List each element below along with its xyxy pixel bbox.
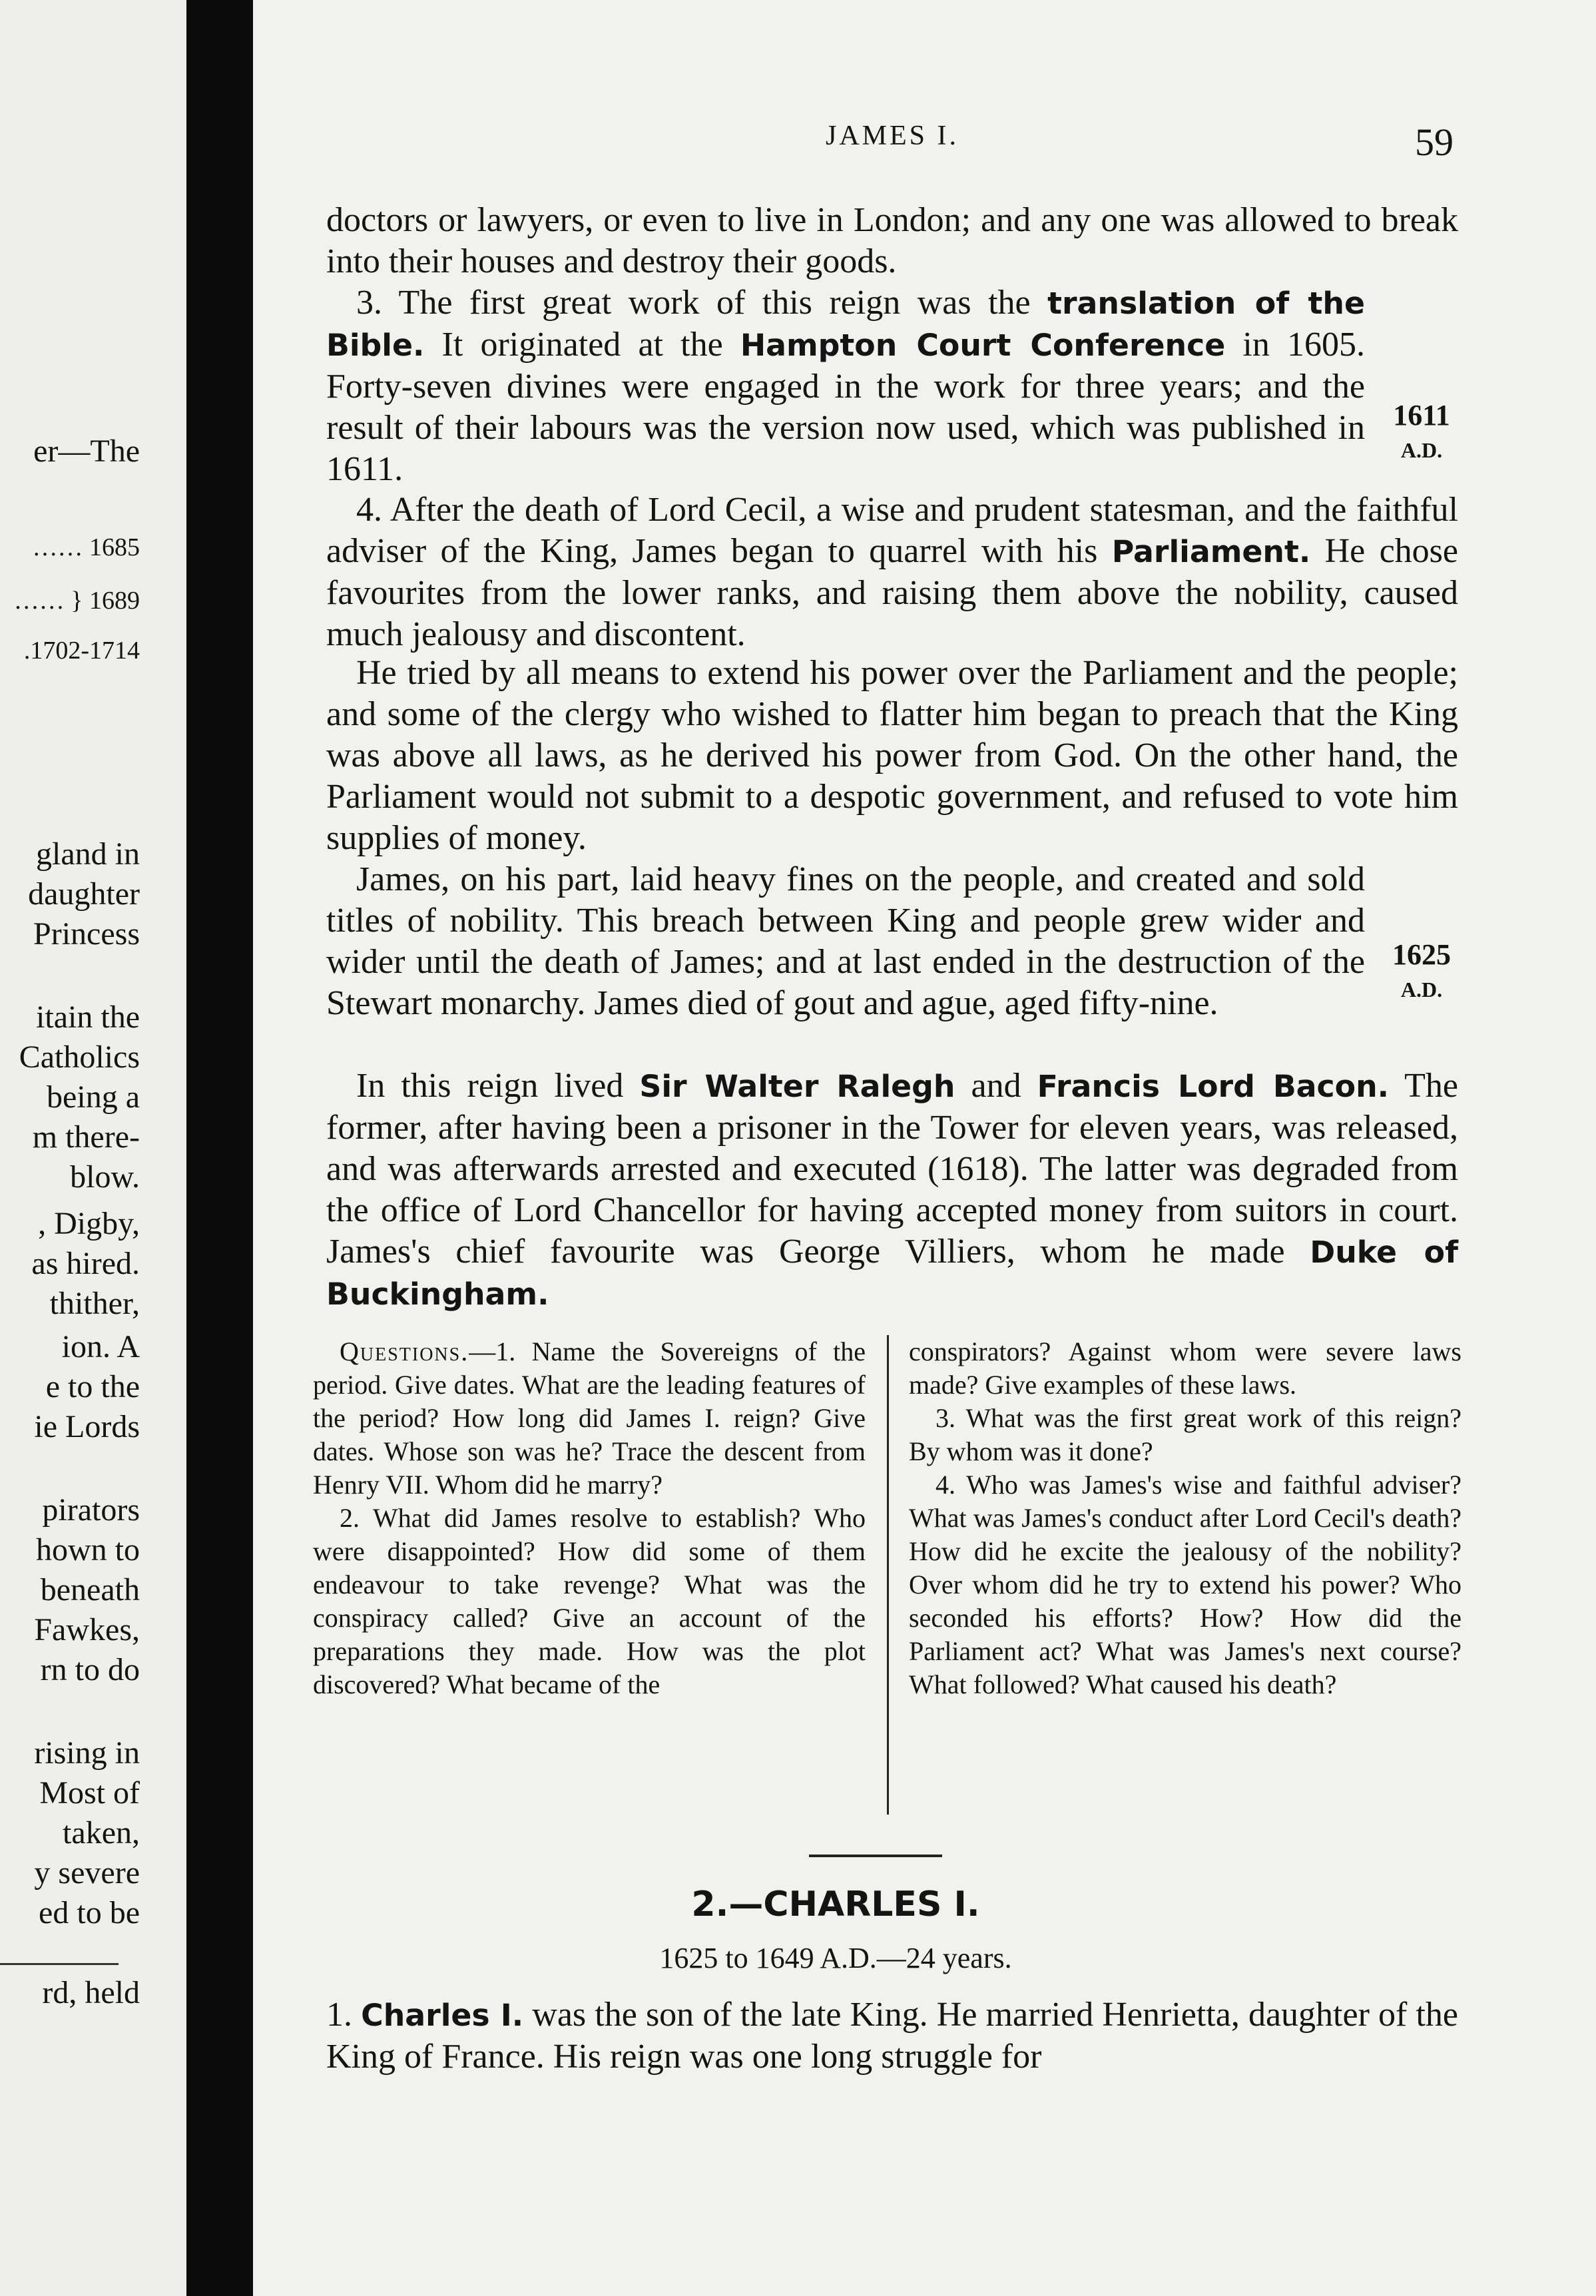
- book-gutter: [186, 0, 253, 2296]
- facing-page-text-fragment: as hired.: [31, 1246, 140, 1281]
- paragraph-6: James, on his part, laid heavy fines on the people, and created and sold titles of nobility. This breach between King and people grew wider and wider until the death of James; and at last ended in the destruction of the Stewart monarchy. James died of gout and ague, aged fifty-nine.: [326, 860, 1365, 1022]
- facing-page-text-fragment: gland in: [36, 836, 140, 872]
- footnote-rule: [0, 1963, 119, 1965]
- facing-page-text-fragment: rd, held: [42, 1975, 140, 2010]
- facing-page-text-fragment: e to the: [45, 1369, 140, 1404]
- paragraph-5: He tried by all means to extend his power over the Parliament and the people; and some of the clergy who wished to flatter him began to preach that the King was above all laws, as he derived his power from God. On the other hand, the Parliament would not submit to a despotic government, and refused to vote him supplies of money.: [326, 654, 1458, 857]
- questions-right-column: [909, 1335, 1462, 1701]
- question-2-continued: conspirators? Against whom were severe laws made? Give examples of these laws.: [909, 1336, 1462, 1400]
- facing-page-text-fragment: ion. A: [61, 1329, 140, 1364]
- section-heading: 2.—CHARLES I.: [691, 1884, 980, 1924]
- facing-page-text-fragment: y severe: [34, 1855, 140, 1890]
- section-dates: 1625 to 1649 A.D.—24 years.: [659, 1942, 1012, 1974]
- facing-page-text-fragment: rising in: [34, 1735, 140, 1771]
- question-3: 3. What was the first great work of this reign? By whom was it done?: [909, 1403, 1462, 1466]
- facing-page-text-fragment: …… 1685: [32, 533, 140, 561]
- facing-page-text-fragment: itain the: [36, 1000, 140, 1035]
- section-paragraph-1: 1. Charles I. was the son of the late King. He married Henrietta, daughter of the King of France. His reign was one long struggle for: [326, 1996, 1458, 2076]
- facing-page-text-fragment: hown to: [36, 1532, 140, 1568]
- paragraph-3: 3. The first great work of this reign was the translation of the Bible. It originated at the Hampton Court Conference in 1605. Forty-seven divines were engaged in the work for three years; and the result of their labours was the version now used, which was published in 1611.: [326, 284, 1365, 488]
- paragraph-4: 4. After the death of Lord Cecil, a wise and prudent statesman, and the faithful adviser of the King, James began to quarrel with his Parliament. He chose favourites from the lower ranks, and raising them above the nobility, caused much jealousy and discontent.: [326, 491, 1458, 653]
- facing-page-text-fragment: taken,: [63, 1815, 140, 1851]
- book-page: [253, 0, 1596, 2296]
- facing-page-text-fragment: …… } 1689: [13, 587, 140, 615]
- facing-page-text-fragment: Fawkes,: [34, 1612, 140, 1647]
- section-rule: [809, 1855, 942, 1857]
- facing-page-text-fragment: ed to be: [39, 1895, 140, 1930]
- questions-left-column: [313, 1335, 866, 1701]
- facing-page-text-fragment: rn to do: [40, 1652, 140, 1687]
- column-divider: [887, 1335, 889, 1815]
- facing-page-text-fragment: er—The: [33, 433, 140, 469]
- paragraph-continued: doctors or lawyers, or even to live in London; and any one was allowed to break into their houses and destroy their goods.: [326, 201, 1458, 280]
- facing-page-text-fragment: daughter: [28, 876, 140, 912]
- facing-page-text-fragment: blow.: [70, 1159, 140, 1195]
- facing-page-text-fragment: m there-: [32, 1119, 140, 1155]
- facing-page-text-fragment: ie Lords: [34, 1409, 140, 1444]
- facing-page-text-fragment: thither,: [49, 1286, 140, 1321]
- facing-page-text-fragment: pirators: [42, 1492, 140, 1528]
- paragraph-7: In this reign lived Sir Walter Ralegh and Francis Lord Bacon. The former, after having been a prisoner in the Tower for eleven years, was released, and was afterwards arrested and executed (1618). The latter was degraded from the office of Lord Chancellor for having accepted money from suitors in court. James's chief favourite was George Villiers, whom he made Duke of Buckingham.: [326, 1067, 1458, 1312]
- facing-page-text-fragment: being a: [47, 1079, 140, 1115]
- running-title: JAMES I.: [826, 121, 959, 151]
- facing-page-text-fragment: Most of: [39, 1775, 140, 1811]
- facing-page-text-fragment: Princess: [33, 916, 140, 952]
- page-number: 59: [1415, 121, 1454, 164]
- question-1: Questions.—1. Name the Sovereigns of the period. Give dates. What are the leading features of the period? How long did James I. reign? Give dates. Whose son was he? Trace the descent from Henry VII. Whom did he marry?: [313, 1336, 866, 1500]
- facing-page-text-fragment: Catholics: [19, 1039, 140, 1075]
- facing-page-text-fragment: , Digby,: [38, 1206, 140, 1241]
- question-4: 4. Who was James's wise and faithful adviser? What was James's conduct after Lord Cecil's death? How did he excite the jealousy of the nobility? Over whom did he try to extend his power? Who seconded his efforts? How? How did the Parliament act? What was James's next course? What followed? What caused his death?: [909, 1470, 1462, 1699]
- margin-date-1625: 1625 A.D.: [1392, 938, 1451, 1002]
- questions-block: [313, 1335, 1475, 1815]
- question-2: 2. What did James resolve to establish? Who were disappointed? How did some of them endeavour to take revenge? What was the conspiracy called? Give an account of the preparations they made. How was the plot discovered? What became of the: [313, 1503, 866, 1699]
- margin-date-1611: 1611 A.D.: [1393, 399, 1450, 462]
- facing-page-fragment: [0, 0, 186, 2296]
- facing-page-text-fragment: beneath: [40, 1572, 140, 1607]
- facing-page-text-fragment: .1702-1714: [23, 637, 140, 665]
